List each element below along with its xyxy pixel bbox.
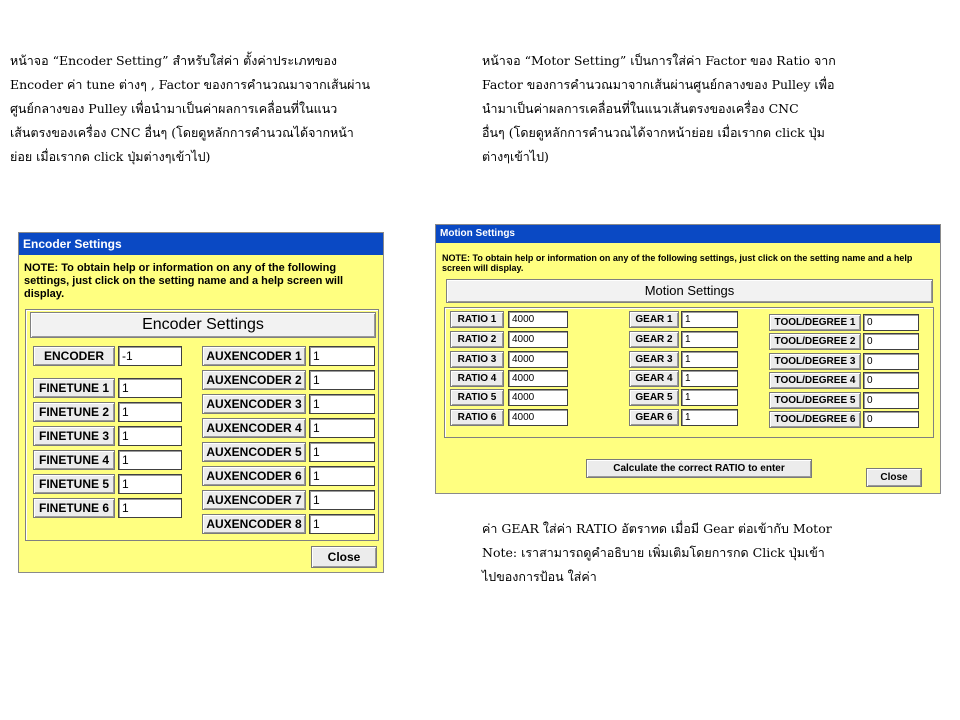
section-header: Motion Settings (446, 279, 933, 303)
gear-1-button[interactable]: GEAR 1 (629, 311, 679, 328)
window-title: Encoder Settings (19, 233, 383, 255)
tool-degree-4-button[interactable]: TOOL/DEGREE 4 (769, 372, 861, 389)
ratio-4-field[interactable]: 4000 (508, 370, 568, 387)
text-line: Note: เราสามารถดูคำอธิบาย เพิ่มเติมโดยการกด Click ปุ่มเข้า (482, 545, 825, 560)
gear-4-field[interactable]: 1 (681, 370, 738, 387)
ratio-1-button[interactable]: RATIO 1 (450, 311, 504, 328)
encoder-button[interactable]: ENCODER (33, 346, 115, 366)
ratio-5-field[interactable]: 4000 (508, 389, 568, 406)
ratio-2-field[interactable]: 4000 (508, 331, 568, 348)
auxencoder-4-button[interactable]: AUXENCODER 4 (202, 418, 306, 438)
finetune-4-button[interactable]: FINETUNE 4 (33, 450, 115, 470)
gear-2-button[interactable]: GEAR 2 (629, 331, 679, 348)
gear-5-field[interactable]: 1 (681, 389, 738, 406)
auxencoder-1-field[interactable]: 1 (309, 346, 375, 366)
gear-6-button[interactable]: GEAR 6 (629, 409, 679, 426)
finetune-4-field[interactable]: 1 (118, 450, 182, 470)
ratio-4-button[interactable]: RATIO 4 (450, 370, 504, 387)
gear-6-field[interactable]: 1 (681, 409, 738, 426)
gear-5-button[interactable]: GEAR 5 (629, 389, 679, 406)
tool-degree-4-field[interactable]: 0 (863, 372, 919, 389)
text-line: Encoder ค่า tune ต่างๆ , Factor ของการคำนวณมาจากเส้นผ่าน (10, 77, 371, 92)
auxencoder-6-button[interactable]: AUXENCODER 6 (202, 466, 306, 486)
finetune-6-field[interactable]: 1 (118, 498, 182, 518)
text-line: นำมาเป็นค่าผลการเคลื่อนที่ในแนวเส้นตรงของเครื่อง CNC (482, 101, 799, 116)
auxencoder-7-button[interactable]: AUXENCODER 7 (202, 490, 306, 510)
finetune-1-field[interactable]: 1 (118, 378, 182, 398)
auxencoder-3-button[interactable]: AUXENCODER 3 (202, 394, 306, 414)
tool-degree-5-button[interactable]: TOOL/DEGREE 5 (769, 392, 861, 409)
gear-4-button[interactable]: GEAR 4 (629, 370, 679, 387)
tool-degree-3-field[interactable]: 0 (863, 353, 919, 370)
tool-degree-2-field[interactable]: 0 (863, 333, 919, 350)
close-button[interactable]: Close (866, 468, 922, 487)
tool-degree-2-button[interactable]: TOOL/DEGREE 2 (769, 333, 861, 350)
text-line: ไปของการป้อน ใส่ค่า (482, 569, 597, 584)
finetune-3-button[interactable]: FINETUNE 3 (33, 426, 115, 446)
text-line: หน้าจอ “Encoder Setting” สำหรับใส่ค่า ตั้งค่าประเภทของ (10, 53, 337, 68)
ratio-3-button[interactable]: RATIO 3 (450, 351, 504, 368)
calculate-ratio-button[interactable]: Calculate the correct RATIO to enter (586, 459, 812, 478)
text-line: ต่างๆเข้าไป) (482, 149, 549, 164)
auxencoder-5-field[interactable]: 1 (309, 442, 375, 462)
finetune-1-button[interactable]: FINETUNE 1 (33, 378, 115, 398)
gear-2-field[interactable]: 1 (681, 331, 738, 348)
gear-3-button[interactable]: GEAR 3 (629, 351, 679, 368)
close-button[interactable]: Close (311, 546, 377, 568)
text-line: ค่า GEAR ใส่ค่า RATIO อัตราทด เมื่อมี Gear ต่อเข้ากับ Motor (482, 521, 832, 536)
ratio-3-field[interactable]: 4000 (508, 351, 568, 368)
auxencoder-4-field[interactable]: 1 (309, 418, 375, 438)
tool-degree-6-button[interactable]: TOOL/DEGREE 6 (769, 411, 861, 428)
finetune-3-field[interactable]: 1 (118, 426, 182, 446)
finetune-5-field[interactable]: 1 (118, 474, 182, 494)
auxencoder-5-button[interactable]: AUXENCODER 5 (202, 442, 306, 462)
tool-degree-6-field[interactable]: 0 (863, 411, 919, 428)
ratio-6-button[interactable]: RATIO 6 (450, 409, 504, 426)
text-line: ย่อย เมื่อเรากด click ปุ่มต่างๆเข้าไป) (10, 149, 211, 164)
tool-degree-3-button[interactable]: TOOL/DEGREE 3 (769, 353, 861, 370)
finetune-5-button[interactable]: FINETUNE 5 (33, 474, 115, 494)
encoder-field[interactable]: -1 (118, 346, 182, 366)
tool-degree-1-field[interactable]: 0 (863, 314, 919, 331)
encoder-description (10, 49, 370, 169)
gear-note (482, 517, 832, 589)
text-line: ศูนย์กลางของ Pulley เพื่อนำมาเป็นค่าผลการเคลื่อนที่ในแนว (10, 101, 338, 116)
window-title: Motion Settings (436, 225, 940, 243)
motion-settings-window (435, 224, 941, 494)
auxencoder-6-field[interactable]: 1 (309, 466, 375, 486)
text-line: หน้าจอ “Motor Setting” เป็นการใส่ค่า Factor ของ Ratio จาก (482, 53, 836, 68)
ratio-2-button[interactable]: RATIO 2 (450, 331, 504, 348)
finetune-2-field[interactable]: 1 (118, 402, 182, 422)
help-note: NOTE: To obtain help or information on any of the following settings, just click on the setting name and a help screen will display. (442, 253, 913, 273)
section-header: Encoder Settings (30, 312, 376, 338)
motor-description (482, 49, 836, 169)
text-line: เส้นตรงของเครื่อง CNC อื่นๆ (โดยดูหลักการคำนวณได้จากหน้า (10, 125, 354, 140)
encoder-settings-window (18, 232, 384, 573)
auxencoder-2-field[interactable]: 1 (309, 370, 375, 390)
auxencoder-8-field[interactable]: 1 (309, 514, 375, 534)
tool-degree-1-button[interactable]: TOOL/DEGREE 1 (769, 314, 861, 331)
gear-1-field[interactable]: 1 (681, 311, 738, 328)
auxencoder-3-field[interactable]: 1 (309, 394, 375, 414)
ratio-5-button[interactable]: RATIO 5 (450, 389, 504, 406)
auxencoder-1-button[interactable]: AUXENCODER 1 (202, 346, 306, 366)
auxencoder-8-button[interactable]: AUXENCODER 8 (202, 514, 306, 534)
finetune-6-button[interactable]: FINETUNE 6 (33, 498, 115, 518)
help-note: NOTE: To obtain help or information on any of the following settings, just click on the setting name and a help screen will display. (24, 262, 344, 300)
finetune-2-button[interactable]: FINETUNE 2 (33, 402, 115, 422)
auxencoder-7-field[interactable]: 1 (309, 490, 375, 510)
tool-degree-5-field[interactable]: 0 (863, 392, 919, 409)
text-line: อื่นๆ (โดยดูหลักการคำนวณได้จากหน้าย่อย เมื่อเรากด click ปุ่ม (482, 125, 825, 140)
auxencoder-2-button[interactable]: AUXENCODER 2 (202, 370, 306, 390)
ratio-1-field[interactable]: 4000 (508, 311, 568, 328)
gear-3-field[interactable]: 1 (681, 351, 738, 368)
ratio-6-field[interactable]: 4000 (508, 409, 568, 426)
text-line: Factor ของการคำนวณมาจากเส้นผ่านศูนย์กลางของ Pulley เพื่อ (482, 77, 835, 92)
